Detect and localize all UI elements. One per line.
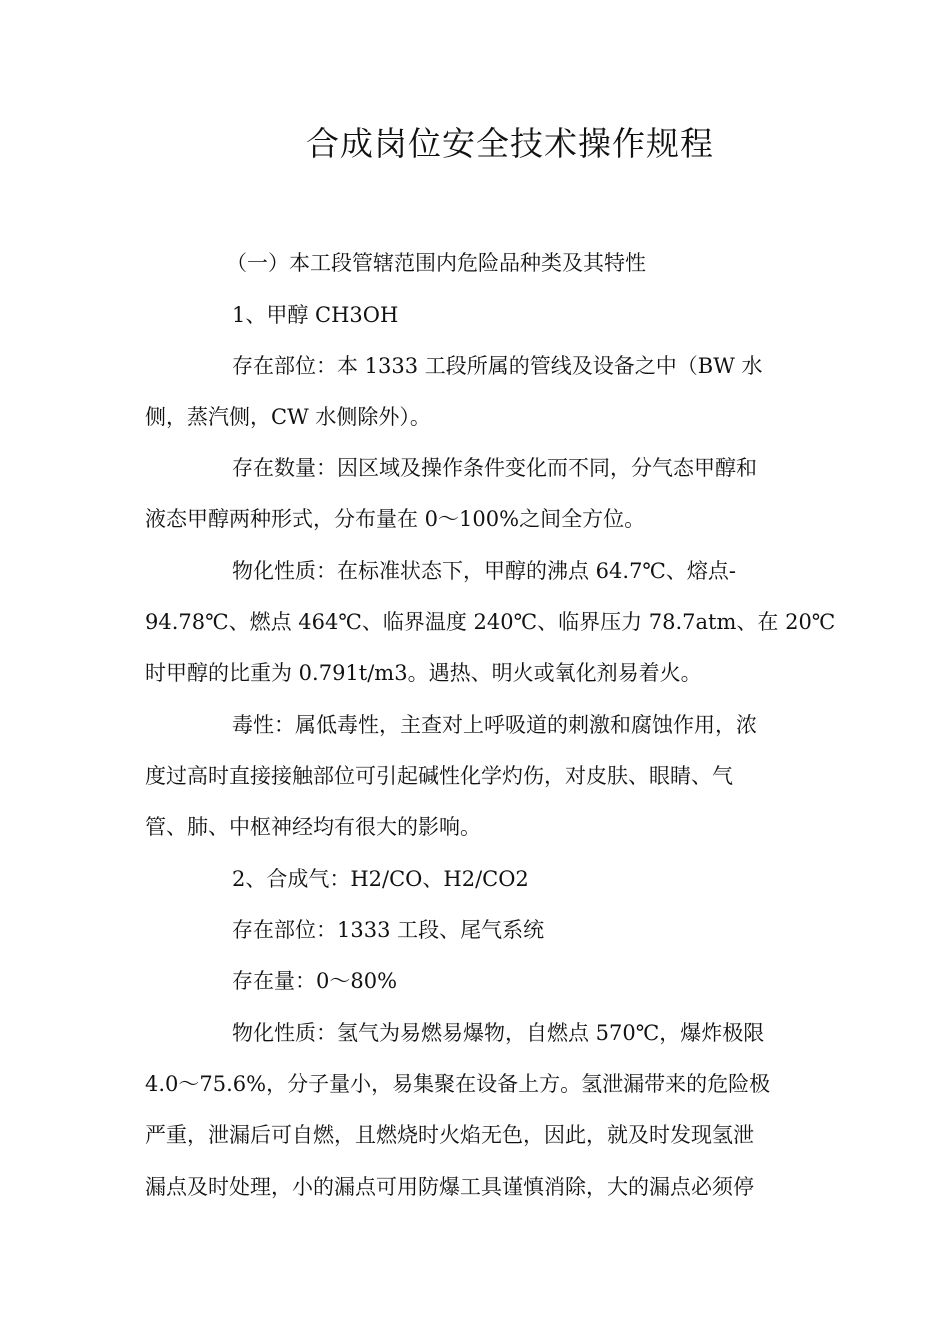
paragraph-line: 存在部位：1333 工段、尾气系统 <box>232 918 545 942</box>
document-title: 合成岗位安全技术操作规程 <box>306 124 714 163</box>
paragraph-line: 侧，蒸汽侧，CW 水侧除外）。 <box>145 405 431 429</box>
section-heading: （一）本工段管辖范围内危险品种类及其特性 <box>226 251 646 275</box>
item-heading-methanol: 1、甲醇 CH3OH <box>232 303 399 327</box>
paragraph-line: 严重，泄漏后可自燃，且燃烧时火焰无色，因此，就及时发现氢泄 <box>145 1123 754 1147</box>
paragraph-line: 管、肺、中枢神经均有很大的影响。 <box>145 815 481 839</box>
paragraph-line: 存在量：0～80% <box>232 969 398 993</box>
paragraph-line: 94.78℃、燃点 464℃、临界温度 240℃、临界压力 78.7atm、在 20℃ <box>145 610 836 634</box>
paragraph-line: 物化性质：在标准状态下，甲醇的沸点 64.7℃、熔点- <box>232 559 737 583</box>
item-heading-syngas: 2、合成气：H2/CO、H2/CO2 <box>232 867 529 891</box>
paragraph-line: 存在数量：因区域及操作条件变化而不同，分气态甲醇和 <box>232 456 757 480</box>
paragraph-line: 物化性质：氢气为易燃易爆物，自燃点 570℃，爆炸极限 <box>232 1021 765 1045</box>
paragraph-line: 存在部位：本 1333 工段所属的管线及设备之中（BW 水 <box>232 354 763 378</box>
paragraph-line: 时甲醇的比重为 0.791t/m3。遇热、明火或氧化剂易着火。 <box>145 661 702 685</box>
paragraph-line: 毒性：属低毒性，主查对上呼吸道的刺激和腐蚀作用，浓 <box>232 713 757 737</box>
paragraph-line: 液态甲醇两种形式，分布量在 0～100%之间全方位。 <box>145 507 646 531</box>
paragraph-line: 度过高时直接接触部位可引起碱性化学灼伤，对皮肤、眼睛、气 <box>145 764 733 788</box>
paragraph-line: 漏点及时处理，小的漏点可用防爆工具谨慎消除，大的漏点必须停 <box>145 1175 754 1199</box>
paragraph-line: 4.0～75.6%，分子量小，易集聚在设备上方。氢泄漏带来的危险极 <box>145 1072 771 1096</box>
